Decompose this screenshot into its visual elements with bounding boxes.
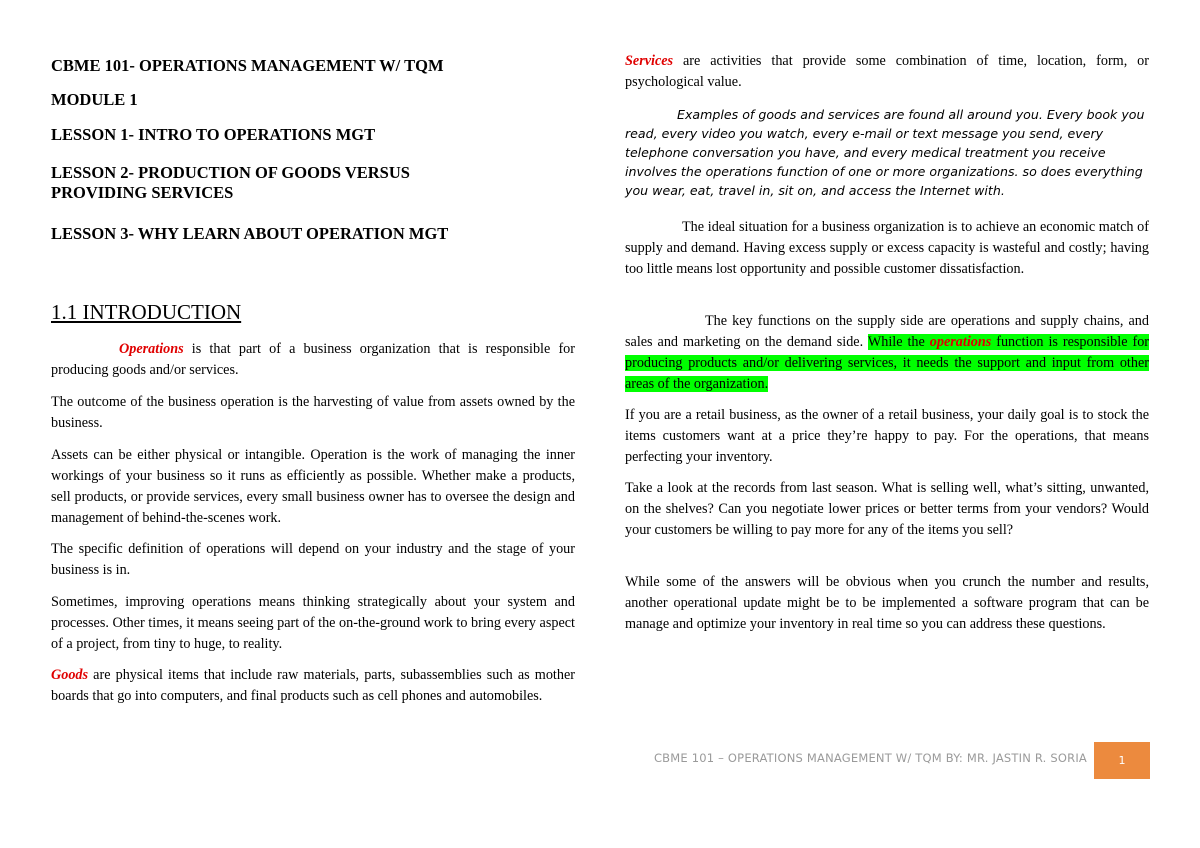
operations-keyword: Operations <box>119 341 184 357</box>
improving-paragraph: Sometimes, improving operations means thinking strategically about your system and processes. Other times, it means seeing part of the on-the-ground work to bring every aspect of a project, from tiny to huge, to reality. <box>51 594 575 652</box>
answers-paragraph: While some of the answers will be obvious when you crunch the number and results, another operational update might be to be implemented a software program that can be manage and optimize your inventory in real time so you can address these questions. <box>625 574 1149 632</box>
operations-paragraph <box>51 339 575 381</box>
services-definition: are activities that provide some combination of time, location, form, or psychological value. <box>625 53 1149 90</box>
key-functions-paragraph <box>625 311 1149 395</box>
operations-keyword-highlight: operations <box>929 334 992 350</box>
course-title: CBME 101- OPERATIONS MANAGEMENT W/ TQM <box>51 56 444 75</box>
key-functions-text: The key functions on the supply side are operations and supply chains, and sales and marketing on the demand side. <box>625 313 1149 350</box>
definition-paragraph: The specific definition of operations will depend on your industry and the stage of your business is in. <box>51 541 575 578</box>
lesson-2-title <box>51 163 410 203</box>
outcome-paragraph: The outcome of the business operation is the harvesting of value from assets owned by the business. <box>51 394 575 431</box>
module-title: MODULE 1 <box>51 90 138 109</box>
highlight-part-1: While the <box>867 334 930 350</box>
highlight-part-2: function is responsible for producing products and/or delivering services, it needs the support and input from other areas of the organization. <box>625 334 1150 392</box>
page-footer: CBME 101 – OPERATIONS MANAGEMENT W/ TQM BY: MR. JASTIN R. SORIA <box>653 751 1087 765</box>
operations-definition: is that part of a business organization that is responsible for producing goods and/or services. <box>51 341 575 378</box>
goods-definition: are physical items that include raw materials, parts, subassemblies such as mother boards that go into computers, and final products such as cell phones and automobiles. <box>51 667 575 704</box>
section-title: 1.1 INTRODUCTION <box>51 300 242 324</box>
examples-paragraph: Examples of goods and services are found all around you. Every book you read, every video you watch, every e-mail or text message you send, every telephone conversation you have, and every medical treatment you receive involves the operations function of one or more organizations. so does everything you wear, eat, travel in, sit on, and access the Internet with. <box>625 107 1145 198</box>
lesson-2-line-1: LESSON 2- PRODUCTION OF GOODS VERSUS <box>51 163 410 182</box>
supply-demand-paragraph: The ideal situation for a business organization is to achieve an economic match of supply and demand. Having excess supply or excess capacity is wasteful and costly; having too little means lost opportunity and possible customer dissatisfaction. <box>625 219 1149 277</box>
lesson-3-title: LESSON 3- WHY LEARN ABOUT OPERATION MGT <box>51 224 449 243</box>
records-paragraph: Take a look at the records from last season. What is selling well, what’s sitting, unwanted, on the shelves? Can you negotiate lower prices or better terms from your vendors? Would your customers be willing to pay more for any of the items you sell? <box>625 480 1149 538</box>
assets-paragraph: Assets can be either physical or intangible. Operation is the work of managing the inner workings of your business so it runs as efficiently as possible. Whether make a products, sell products, or provide services, every small business owner has to oversee the design and management of behind-the-scenes work. <box>51 447 575 526</box>
goods-paragraph <box>51 665 575 707</box>
lesson-1-title: LESSON 1- INTRO TO OPERATIONS MGT <box>51 125 376 144</box>
services-keyword: Services <box>625 53 674 69</box>
retail-paragraph: If you are a retail business, as the owner of a retail business, your daily goal is to stock the items customers want at a price they’re happy to pay. For the operations, that means perfecting your inventory. <box>625 407 1149 465</box>
goods-keyword: Goods <box>51 667 89 683</box>
page-number-badge: 1 <box>1094 742 1150 779</box>
lesson-2-line-2: PROVIDING SERVICES <box>51 183 234 202</box>
services-paragraph <box>625 51 1149 93</box>
